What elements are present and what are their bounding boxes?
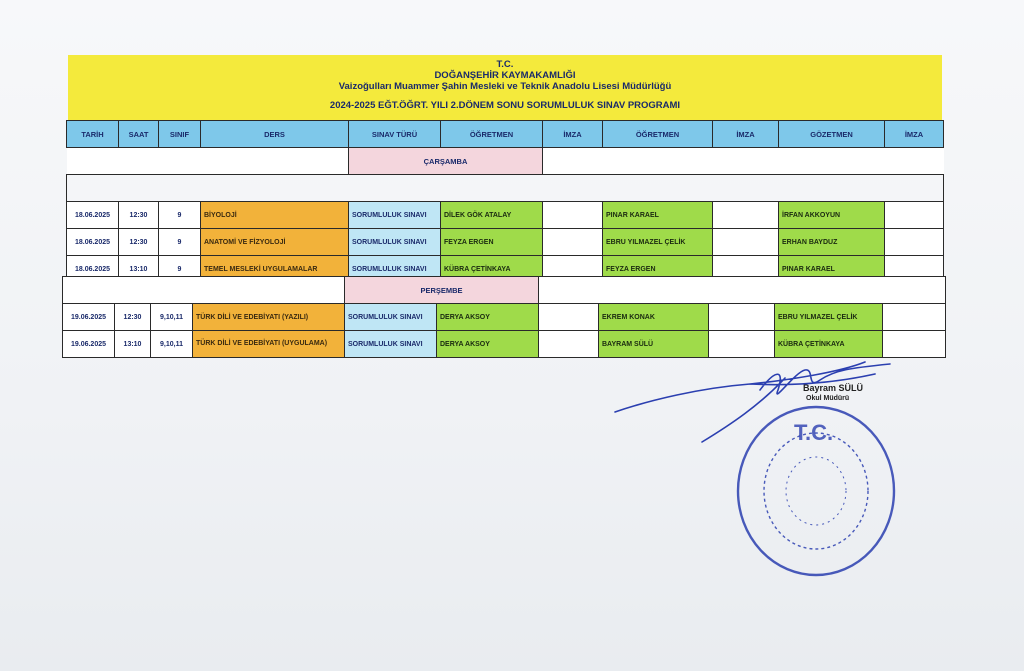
cell-teacher2: EBRU YILMAZEL ÇELİK xyxy=(603,229,713,256)
cell-teacher1: DERYA AKSOY xyxy=(437,304,539,331)
cell-proctor: İRFAN AKKOYUN xyxy=(779,202,885,229)
cell-exam-type: SORUMLULUK SINAVI xyxy=(349,256,441,283)
exam-schedule-table-day2 xyxy=(62,276,946,358)
cell-course: TÜRK DİLİ VE EDEBİYATI (UYGULAMA) xyxy=(193,331,345,358)
cell-signature1 xyxy=(539,331,599,358)
cell-proctor: PINAR KARAEL xyxy=(779,256,885,283)
col-header-signature2: İMZA xyxy=(713,121,779,148)
cell-exam-type: SORUMLULUK SINAVI xyxy=(349,202,441,229)
column-header-row xyxy=(67,121,944,148)
cell-date: 18.06.2025 xyxy=(67,229,119,256)
cell-signature2 xyxy=(713,202,779,229)
cell-date: 19.06.2025 xyxy=(63,304,115,331)
cell-signature1 xyxy=(543,229,603,256)
cell-signature2 xyxy=(713,229,779,256)
cell-signature3 xyxy=(885,229,944,256)
cell-proctor: EBRU YILMAZEL ÇELİK xyxy=(775,304,883,331)
cell-exam-type: SORUMLULUK SINAVI xyxy=(345,304,437,331)
col-header-signature1: İMZA xyxy=(543,121,603,148)
cell-exam-type: SORUMLULUK SINAVI xyxy=(349,229,441,256)
cell-proctor: ERHAN BAYDUZ xyxy=(779,229,885,256)
cell-class: 9,10,11 xyxy=(151,304,193,331)
cell-teacher1: FEYZA ERGEN xyxy=(441,229,543,256)
cell-time: 12:30 xyxy=(115,304,151,331)
day-row xyxy=(67,148,944,175)
cell-exam-type: SORUMLULUK SINAVI xyxy=(345,331,437,358)
cell-time: 12:30 xyxy=(119,202,159,229)
cell-signature1 xyxy=(539,304,599,331)
svg-text:T.C.: T.C. xyxy=(794,420,834,445)
header-line-tc: T.C. xyxy=(496,59,514,70)
cell-teacher1: DİLEK GÖK ATALAY xyxy=(441,202,543,229)
cell-signature3 xyxy=(883,304,946,331)
school-seal-stamp xyxy=(732,402,900,580)
cell-teacher2: EKREM KONAK xyxy=(599,304,709,331)
cell-class: 9,10,11 xyxy=(151,331,193,358)
day-label: PERŞEMBE xyxy=(345,277,539,304)
cell-course: TEMEL MESLEKİ UYGULAMALAR xyxy=(201,256,349,283)
table-row xyxy=(67,229,944,256)
cell-course: ANATOMİ VE FİZYOLOJİ xyxy=(201,229,349,256)
header-line-school: Vaizoğulları Muammer Şahin Mesleki ve Teknik Anadolu Lisesi Müdürlüğü xyxy=(338,81,672,92)
cell-course: TÜRK DİLİ VE EDEBİYATI (YAZILI) xyxy=(193,304,345,331)
cell-course: BİYOLOJİ xyxy=(201,202,349,229)
exam-schedule-table xyxy=(66,120,944,283)
cell-signature3 xyxy=(885,202,944,229)
col-header-teacher1: ÖĞRETMEN xyxy=(441,121,543,148)
col-header-date: TARİH xyxy=(67,121,119,148)
cell-date: 18.06.2025 xyxy=(67,202,119,229)
col-header-signature3: İMZA xyxy=(885,121,944,148)
cell-time: 13:10 xyxy=(115,331,151,358)
col-header-exam-type: SINAV TÜRÜ xyxy=(349,121,441,148)
cell-teacher2: FEYZA ERGEN xyxy=(603,256,713,283)
cell-class: 9 xyxy=(159,256,201,283)
principal-name: Bayram SÜLÜ xyxy=(803,383,864,393)
cell-teacher1: KÜBRA ÇETİNKAYA xyxy=(441,256,543,283)
header-line-kaymakamlik: DOĞANŞEHİR KAYMAKAMLIĞI xyxy=(434,70,576,81)
col-header-time: SAAT xyxy=(119,121,159,148)
col-header-teacher2: ÖĞRETMEN xyxy=(603,121,713,148)
col-header-proctor: GÖZETMEN xyxy=(779,121,885,148)
cell-class: 9 xyxy=(159,202,201,229)
table-row xyxy=(67,202,944,229)
cell-teacher1: DERYA AKSOY xyxy=(437,331,539,358)
col-header-class: SINIF xyxy=(159,121,201,148)
day-label: ÇARŞAMBA xyxy=(349,148,543,175)
cell-time: 12:30 xyxy=(119,229,159,256)
cell-time: 13:10 xyxy=(119,256,159,283)
cell-class: 9 xyxy=(159,229,201,256)
day-row xyxy=(63,277,946,304)
cell-teacher2: BAYRAM SÜLÜ xyxy=(599,331,709,358)
principal-title: Okul Müdürü xyxy=(806,395,850,402)
table-row xyxy=(63,304,946,331)
document-header xyxy=(68,55,942,121)
header-line-program-title: 2024-2025 EĞT.ÖĞRT. YILI 2.DÖNEM SONU SORUMLULUK SINAV PROGRAMI xyxy=(329,100,681,111)
cell-signature2 xyxy=(709,304,775,331)
cell-teacher2: PINAR KARAEL xyxy=(603,202,713,229)
col-header-course: DERS xyxy=(201,121,349,148)
cell-date: 19.06.2025 xyxy=(63,331,115,358)
cell-signature1 xyxy=(543,202,603,229)
cell-date: 18.06.2025 xyxy=(67,256,119,283)
cell-proctor: KÜBRA ÇETİNKAYA xyxy=(775,331,883,358)
